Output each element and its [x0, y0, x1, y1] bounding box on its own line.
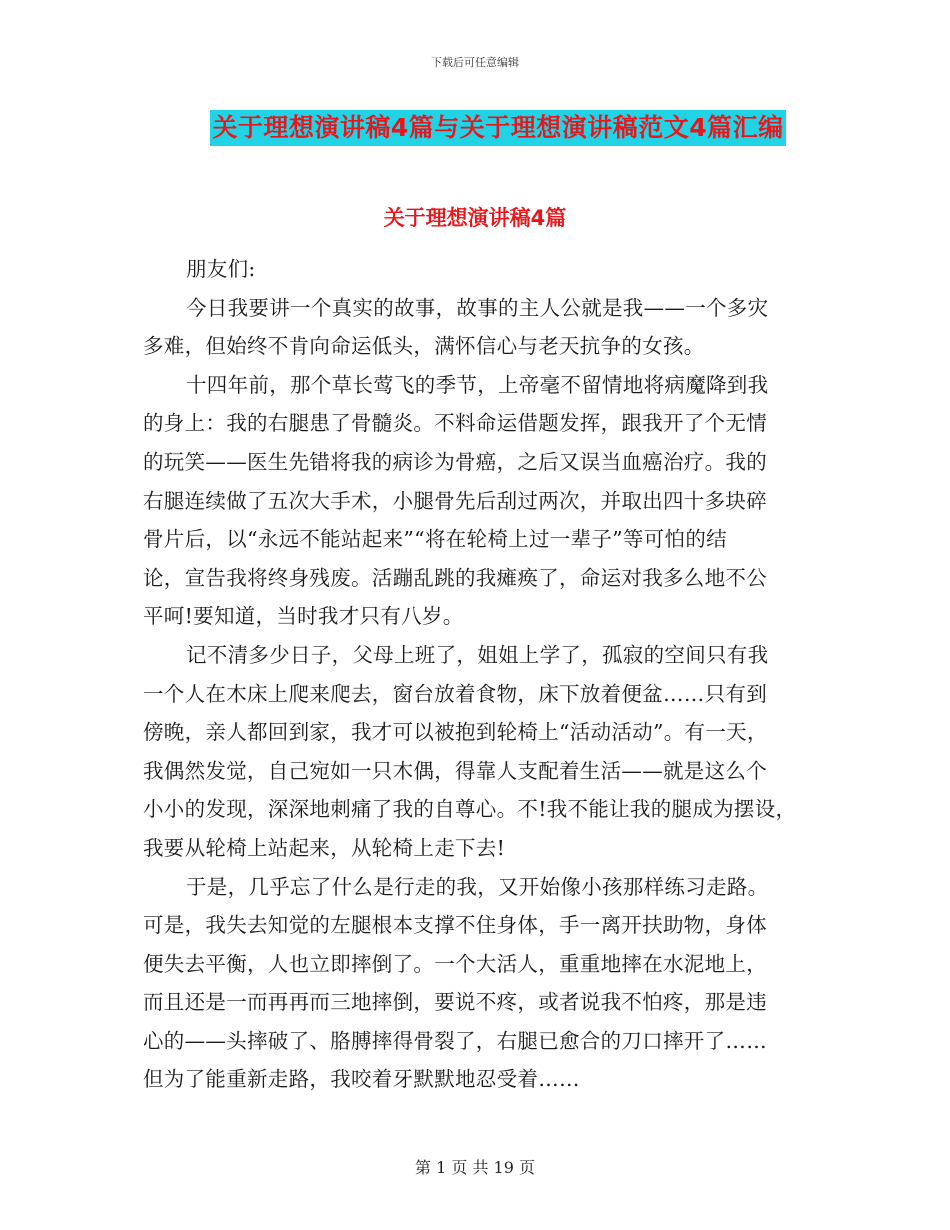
text-line: 小小的发现，深深地刺痛了我的自尊心。不!我不能让我的腿成为摆设，	[143, 797, 797, 822]
main-title-container	[0, 110, 950, 146]
body-text	[143, 250, 815, 1099]
text-line: 右腿连续做了五次大手术，小腿骨先后刮过两次，并取出四十多块碎	[143, 488, 767, 513]
text-line: 论，宣告我将终身残废。活蹦乱跳的我瘫痪了，命运对我多么地不公	[143, 565, 767, 590]
text-line: 骨片后，以“永远不能站起来”“将在轮椅上过一辈子”等可怕的结	[143, 527, 727, 552]
text-line: 的玩笑——医生先错将我的病诊为骨癌，之后又误当血癌治疗。我的	[143, 449, 767, 474]
text-line: 多难，但始终不肯向命运低头，满怀信心与老天抗争的女孩。	[143, 334, 705, 359]
text-line: 便失去平衡，人也立即摔倒了。一个大活人，重重地摔在水泥地上，	[143, 951, 767, 976]
text-line: 心的——头摔破了、胳膊摔得骨裂了，右腿已愈合的刀口摔开了……	[143, 1028, 767, 1053]
text-line: 十四年前，那个草长莺飞的季节，上帝毫不留情地将病魔降到我	[186, 372, 769, 397]
text-line: 我要从轮椅上站起来，从轮椅上走下去!	[143, 835, 506, 860]
text-line: 我偶然发觉，自己宛如一只木偶，得靠人支配着生活——就是这么个	[143, 758, 767, 783]
text-line: 记不清多少日子，父母上班了，姐姐上学了，孤寂的空间只有我	[186, 642, 769, 667]
page-footer: 第 1 页 共 19 页	[415, 1158, 535, 1177]
text-line: 于是，几乎忘了什么是行走的我，又开始像小孩那样练习走路。	[186, 874, 769, 899]
text-line: 今日我要讲一个真实的故事，故事的主人公就是我——一个多灾	[186, 295, 769, 320]
page-header-note: 下载后可任意编辑	[431, 56, 519, 69]
text-line: 傍晚，亲人都回到家，我才可以被抱到轮椅上“活动活动”。有一天，	[143, 720, 768, 745]
text-line: 一个人在木床上爬来爬去，窗台放着食物，床下放着便盆……只有到	[143, 681, 767, 706]
text-line: 朋友们:	[186, 257, 256, 281]
text-line: 的身上：我的右腿患了骨髓炎。不料命运借题发挥，跟我开了个无情	[143, 411, 767, 436]
text-line: 可是，我失去知觉的左腿根本支撑不住身体，手一离开扶助物，身体	[143, 913, 767, 938]
document-title: 关于理想演讲稿4篇与关于理想演讲稿范文4篇汇编	[210, 110, 785, 146]
text-line: 而且还是一而再再而三地摔倒，要说不疼，或者说我不怕疼，那是违	[143, 990, 767, 1015]
text-line: 但为了能重新走路，我咬着牙默默地忍受着……	[143, 1067, 580, 1092]
section-title: 关于理想演讲稿4篇	[383, 206, 567, 230]
text-line: 平呵!要知道，当时我才只有八岁。	[143, 604, 464, 629]
